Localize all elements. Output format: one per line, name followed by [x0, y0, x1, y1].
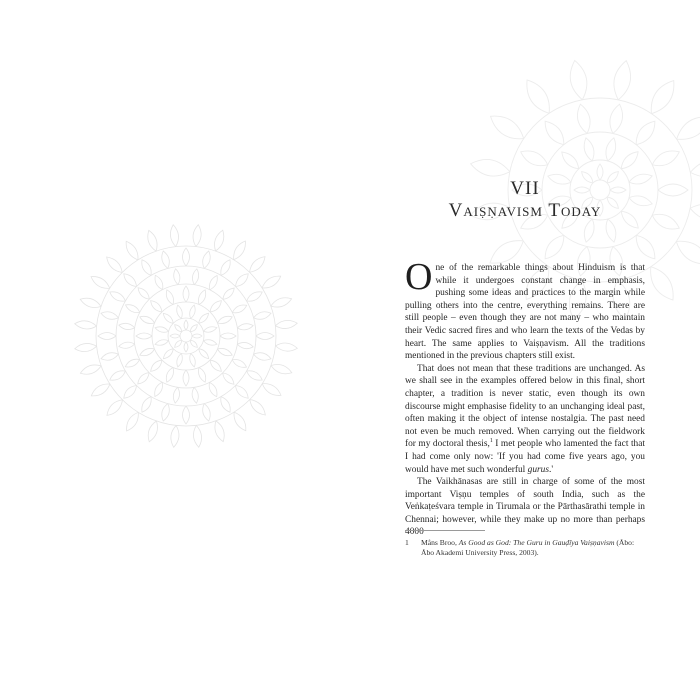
footnote-title: As Good as God: The Guru in Gauḍīya Vaiṣṇavism: [458, 538, 615, 547]
paragraph-text: I met people who lamented the fact that I had come only now: 'If you had come five years ago, you would have met such wonderful: [405, 439, 646, 475]
right-page: [405, 0, 700, 700]
footnote-marker[interactable]: 1: [489, 438, 493, 445]
chapter-title: Vaiṣṇavism Today: [448, 200, 602, 221]
body-text: [405, 256, 646, 539]
footnote-publisher: (Åbo: Åbo Akademi University Press, 2003).: [421, 538, 635, 557]
paragraph-text: ne of the remarkable things about Hinduism is that while it undergoes constant change in emphasis, pushing some ideas and practices to the margin while pulling others into the centre, everything remains. There are still people – even though they are not many – who maintain their Vedic sacred fires and who learn the texts of the Vedas by heart. The same applies to Vaiṣṇavism. All the traditions mentioned in the previous chapters still exist.: [405, 263, 645, 362]
chapter-number: VII: [510, 178, 540, 199]
footnote-divider: [405, 530, 485, 531]
mandala-ornament-left: [70, 220, 302, 452]
footnote: [405, 538, 645, 558]
drop-cap: O: [405, 256, 433, 298]
footnote-text: [421, 538, 645, 558]
footnote-number: 1: [405, 538, 409, 547]
paragraph: [405, 256, 645, 363]
footnote-author: Måns Broo,: [421, 538, 459, 547]
paragraph: [405, 363, 645, 476]
italic-term: gurus: [527, 464, 549, 475]
paragraph-text: The Vaikhānasas are still in charge of some of the most important Viṣṇu temples of south India, such as the Veṅkaṭeśvara temple in Tirumala or the Pārthasārathi temple in Chennai; however, while they make up no more than perhaps 4000: [405, 477, 645, 538]
paragraph-text: That does not mean that these traditions are unchanged. As we shall see in the examples offered below in this final, short chapter, a tradition is never static, even though its own discourse might emphasise fidelity to an unchanging ideal past, often making it the object of intense nostalgia. The past need not even be much removed. When carrying out the fieldwork for my doctoral thesis,: [405, 363, 645, 450]
paragraph-text: .': [549, 464, 554, 475]
